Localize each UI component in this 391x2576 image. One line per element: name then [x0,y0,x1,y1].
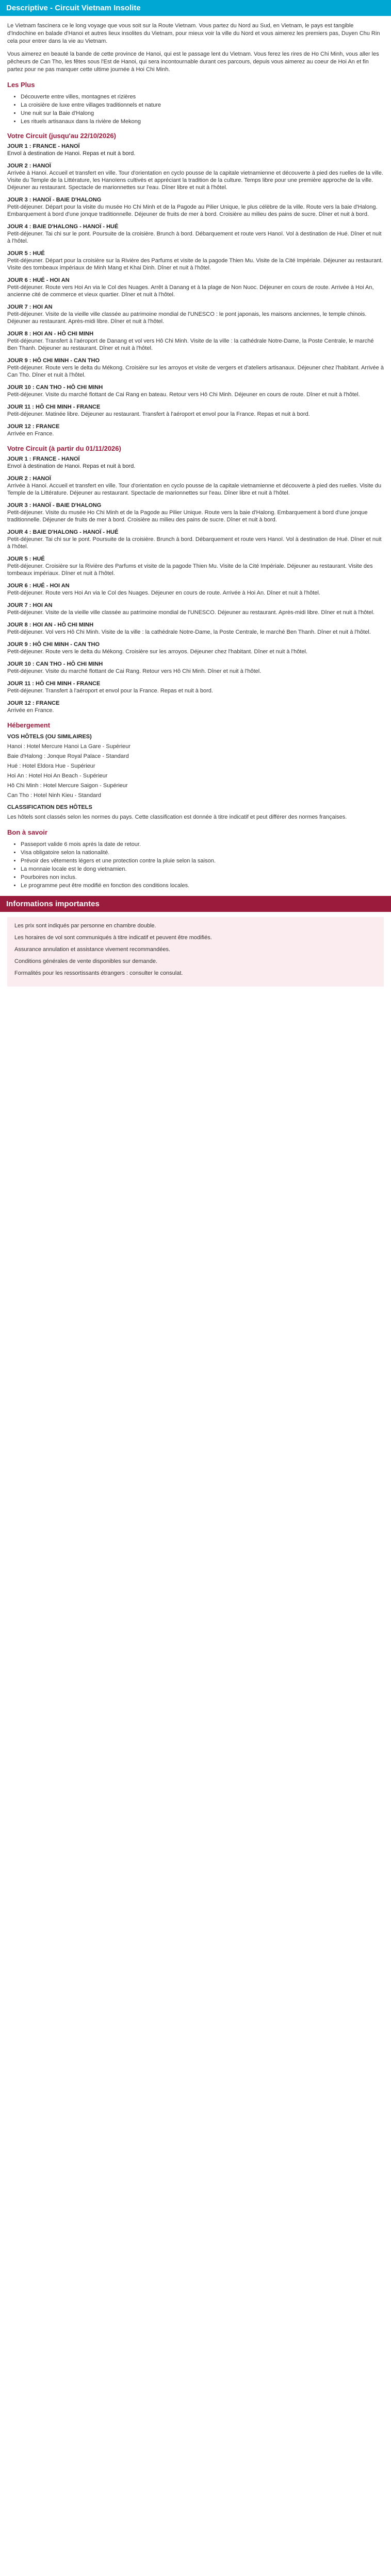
list-item: • La croisière de luxe entre villages traditionnels et nature [21,101,384,109]
intro-paragraph-2: Vous aimerez en beauté la bande de cette province de Hanoi, qui est le passage lent du Vietnam. Vous ferez les rires de Ho Chi Minh, vous aller les pêcheurs de Can Tho, les fêtes sous l'Est de Hanoi, qui sera incontournable durant ces parcours, depuis vous aimerez au coeur de Hoi An et fin partez pour ne pas manquer cette ultime journée à Hoi Chi Minh. [7,51,379,73]
day-block [7,223,384,245]
list-item: • Une nuit sur la Baie d'Halong [21,109,384,117]
day-block [7,455,384,470]
day-block [7,330,384,352]
info-line: Formalités pour les ressortissants étrangers : consulter le consulat. [14,970,183,976]
day-title: JOUR 6 : HUÉ - HOI AN [7,583,70,589]
points-forts-list [7,93,384,126]
day-text: Petit-déjeuner. Visite de la vieille ville classée au patrimoine mondial de l'UNESCO. Déjeuner au restaurant. Après-midi libre. Dîner et nuit à l'hôtel. [7,609,375,616]
infos-banner: Informations importantes [0,896,391,912]
day-title: JOUR 11 : HÔ CHI MINH - FRANCE [7,681,101,687]
infos-box [7,917,384,987]
day-block [7,475,384,497]
day-block [7,641,384,655]
day-block [7,162,384,191]
day-block [7,529,384,550]
hotel-line: Hoi An : Hotel Hoi An Beach - Supérieur [7,773,108,779]
hebergement-title: Hébergement [7,721,51,729]
info-line: Assurance annulation et assistance vivement recommandées. [14,946,171,953]
day-title: JOUR 7 : HOI AN [7,304,53,310]
itinerary-1-title: Votre Circuit (jusqu'au 22/10/2026) [7,132,116,140]
day-subtitle: Envol à destination de Hanoi. Repas et nuit à bord. [7,463,136,469]
page-title: Descriptive - Circuit Vietnam Insolite [0,0,391,16]
day-text: Petit-déjeuner. Tai chi sur le pont. Poursuite de la croisière. Brunch à bord. Débarquement et route vers Hanoï. Vol à destination de Hué. Dîner et nuit à l'hôtel. [7,536,382,550]
day-text: Petit-déjeuner. Route vers Hoi An via le Col des Nuages. Arrêt à Danang et à la plage de Non Nuoc. Déjeuner en cours de route. Arrivée à Hoi An, ancienne cité de commerce et vieux quartier. Dîner et nuit à l'hôtel. [7,284,374,298]
day-title: JOUR 5 : HUÉ [7,556,45,562]
day-title: JOUR 12 : FRANCE [7,700,60,706]
day-title: JOUR 2 : HANOÏ [7,163,51,169]
hebergement-lead: VOS HÔTELS (OU SIMILAIRES) [7,734,92,740]
day-title: JOUR 2 : HANOÏ [7,476,51,482]
itinerary-2-title: Votre Circuit (à partir du 01/11/2026) [7,445,121,452]
day-block [7,582,384,597]
day-text: Arrivée à Hanoi. Accueil et transfert en ville. Tour d'orientation en cyclo pousse de la capitale vietnamienne et découverte à pied des ruelles de la ville. Visite du Temple de la Littérature, les Hanoïens cultivés et appréciant la tradition de la culture. Temps libre pour une première approche de la ville. Déjeuner au restaurant. Spectacle de marionnettes sur l'eau. Dîner libre et nuit à l'hôtel. [7,170,383,191]
list-item: • Pourboires non inclus. [21,873,384,882]
intro [0,22,391,74]
day-block [7,700,384,714]
list-item: • Le programme peut être modifié en fonction des conditions locales. [21,882,384,890]
day-block [7,357,384,379]
day-text: Petit-déjeuner. Matinée libre. Déjeuner au restaurant. Transfert à l'aéroport et envol pour la France. Repas et nuit à bord. [7,411,310,417]
day-text: Petit-déjeuner. Route vers le delta du Mékong. Croisière sur les arroyos et visite de vergers et d'ateliers artisanaux. Déjeuner chez l'habitant. Arrivée à Can Tho. Dîner et nuit à l'hôtel. [7,365,384,378]
list-item: • Visa obligatoire selon la nationalité. [21,849,384,857]
day-text: Petit-déjeuner. Visite de la vieille ville classée au patrimoine mondial de l'UNESCO : le pont japonais, les maisons anciennes, le temple chinois. Déjeuner au restaurant. Après-midi libre. Dîner et nuit à l'hôtel. [7,311,367,325]
day-text: Petit-déjeuner. Route vers le delta du Mékong. Croisière sur les arroyos. Déjeuner chez l'habitant. Dîner et nuit à l'hôtel. [7,649,308,655]
bon-a-savoir-list [7,840,384,890]
day-block [7,660,384,675]
day-title: JOUR 10 : CAN THO - HÔ CHI MINH [7,661,103,667]
day-title: JOUR 6 : HUÉ - HOI AN [7,277,70,283]
day-text: Petit-déjeuner. Visite du musée Ho Chi Minh et de la Pagode au Pilier Unique. Route vers la baie d'Halong. Embarquement à bord d'une jonque traditionnelle. Déjeuner de fruits de mer à bord. Croisière au milieu des pains de sucre. Dîner et nuit à bord. [7,510,368,523]
day-title: JOUR 12 : FRANCE [7,423,60,430]
day-text: Arrivée à Hanoi. Accueil et transfert en ville. Tour d'orientation en cyclo pousse de la capitale vietnamienne et découverte à pied des ruelles. Visite du Temple de la Littérature. Déjeuner au restaurant. Spectacle de marionnettes sur l'eau. Dîner libre et nuit à l'hôtel. [7,483,382,496]
day-block [7,555,384,577]
hotel-line: Hô Chi Minh : Hotel Mercure Saigon - Supérieur [7,783,128,789]
day-title: JOUR 1 : FRANCE - HANOÏ [7,456,80,462]
itinerary-1 [0,132,391,437]
list-item: • La monnaie locale est le dong vietnamien. [21,865,384,873]
day-block [7,250,384,272]
day-text: Petit-déjeuner. Visite du marché flottant de Cai Rang. Retour vers Hô Chi Minh. Dîner et nuit à l'hôtel. [7,668,262,674]
day-title: JOUR 4 : BAIE D'HALONG - HANOÏ - HUÉ [7,224,119,230]
hotel-line: Baie d'Halong : Jonque Royal Palace - Standard [7,753,129,759]
list-item: • Découverte entre villes, montagnes et rizières [21,93,384,101]
day-block [7,277,384,298]
list-item: • Les rituels artisanaux dans la rivière de Mekong [21,117,384,126]
hotel-list [7,743,384,800]
day-text: Arrivée en France. [7,431,54,437]
day-title: JOUR 1 : FRANCE - HANOÏ [7,143,80,149]
day-block [7,403,384,418]
day-title: JOUR 8 : HOI AN - HÔ CHI MINH [7,622,94,628]
day-block [7,680,384,694]
day-text: Petit-déjeuner. Départ pour la visite du musée Ho Chi Minh et de la Pagode au Pilier Unique, le plus célèbre de la ville. Route vers la baie d'Halong. Embarquement à bord d'une jonque traditionnelle. Déjeuner de fruits de mer à bord. Croisière au milieu des pains de sucre. Dîner et nuit à bord. [7,204,378,217]
info-line: Les prix sont indiqués par personne en chambre double. [14,923,156,929]
day-block [7,143,384,157]
intro-paragraph-1: Le Vietnam fascinera ce le long voyage que vous soit sur la Route Vietnam. Vous partez du Nord au Sud, en Vietnam, le pays est tangible d'Indochine en balade d'Hanoi et autres lieux insolites du Vietnam, pour mieux voir la ville du Nord et vous aimerez les premiers pas, Duyen Chu Rin cela pour entrer dans la vie au Vietnam. [7,23,380,44]
day-title: JOUR 11 : HÔ CHI MINH - FRANCE [7,404,101,410]
info-line: Conditions générales de vente disponibles sur demande. [14,958,158,964]
bon-a-savoir-title: Bon à savoir [7,828,48,836]
day-block [7,384,384,398]
day-text: Petit-déjeuner. Visite du marché flottant de Cai Rang en bateau. Retour vers Hô Chi Minh. Déjeuner en cours de route. Dîner et nuit à l'hôtel. [7,392,360,398]
day-text: Petit-déjeuner. Tai chi sur le pont. Poursuite de la croisière. Brunch à bord. Débarquement et route vers Hanoï. Vol à destination de Hué. Dîner et nuit à l'hôtel. [7,231,382,244]
points-forts-title: Les Plus [7,81,35,89]
day-title: JOUR 9 : HÔ CHI MINH - CAN THO [7,641,100,648]
bon-a-savoir-section [0,828,391,890]
day-text: Petit-déjeuner. Transfert à l'aéroport de Danang et vol vers Hô Chi Minh. Visite de la ville : la cathédrale Notre-Dame, la Poste Centrale, le marché Ben Thanh. Déjeuner au restaurant. Dîner et nuit à l'hôtel. [7,338,374,351]
day-subtitle: Envol à destination de Hanoi. Repas et nuit à bord. [7,150,136,157]
day-text: Petit-déjeuner. Transfert à l'aéroport et envol pour la France. Repas et nuit à bord. [7,688,213,694]
day-title: JOUR 4 : BAIE D'HALONG - HANOÏ - HUÉ [7,529,119,535]
list-item: • Prévoir des vêtements légers et une protection contre la pluie selon la saison. [21,857,384,865]
classif-text: Les hôtels sont classés selon les normes du pays. Cette classification est donnée à titre indicatif et peut différer des normes françaises. [7,814,347,820]
hebergement-section [0,721,391,821]
day-title: JOUR 3 : HANOÏ - BAIE D'HALONG [7,197,102,203]
day-title: JOUR 8 : HOI AN - HÔ CHI MINH [7,331,94,337]
day-block [7,502,384,523]
day-block [7,423,384,437]
day-text: Arrivée en France. [7,707,54,714]
day-block [7,602,384,616]
day-text: Petit-déjeuner. Vol vers Hô Chi Minh. Visite de la ville : la cathédrale Notre-Dame, la Poste Centrale, le marché Ben Thanh. Dîner et nuit à l'hôtel. [7,629,371,635]
day-title: JOUR 3 : HANOÏ - BAIE D'HALONG [7,502,102,509]
page [0,0,391,987]
day-text: Petit-déjeuner. Route vers Hoi An via le Col des Nuages. Déjeuner en cours de route. Arrivée à Hoi An. Dîner et nuit à l'hôtel. [7,590,320,596]
hotel-line: Can Tho : Hotel Ninh Kieu - Standard [7,792,102,799]
day-block [7,303,384,325]
day-title: JOUR 7 : HOI AN [7,602,53,608]
day-title: JOUR 9 : HÔ CHI MINH - CAN THO [7,358,100,364]
day-block [7,621,384,636]
day-title: JOUR 10 : CAN THO - HÔ CHI MINH [7,384,103,391]
hotel-line: Hanoi : Hotel Mercure Hanoi La Gare - Supérieur [7,743,131,750]
itinerary-2 [0,445,391,714]
day-text: Petit-déjeuner. Croisière sur la Rivière des Parfums et visite de la pagode Thien Mu. Visite de la Cité Impériale. Déjeuner au restaurant. Visite des tombeaux impériaux. Dîner et nuit à l'hôtel. [7,563,373,577]
info-line: Les horaires de vol sont communiqués à titre indicatif et peuvent être modifiés. [14,935,212,941]
day-text: Petit-déjeuner. Départ pour la croisière sur la Rivière des Parfums et visite de la pagode Thien Mu. Visite de la Cité Impériale. Déjeuner au restaurant. Visite des tombeaux impériaux de Minh Mang et Khai Dinh. Dîner et nuit à l'hôtel. [7,258,383,271]
hotel-line: Hué : Hotel Eldora Hue - Supérieur [7,763,95,769]
day-block [7,196,384,218]
list-item: • Passeport valide 6 mois après la date de retour. [21,840,384,849]
day-title: JOUR 5 : HUÉ [7,250,45,257]
classif-title: CLASSIFICATION DES HÔTELS [7,804,92,810]
